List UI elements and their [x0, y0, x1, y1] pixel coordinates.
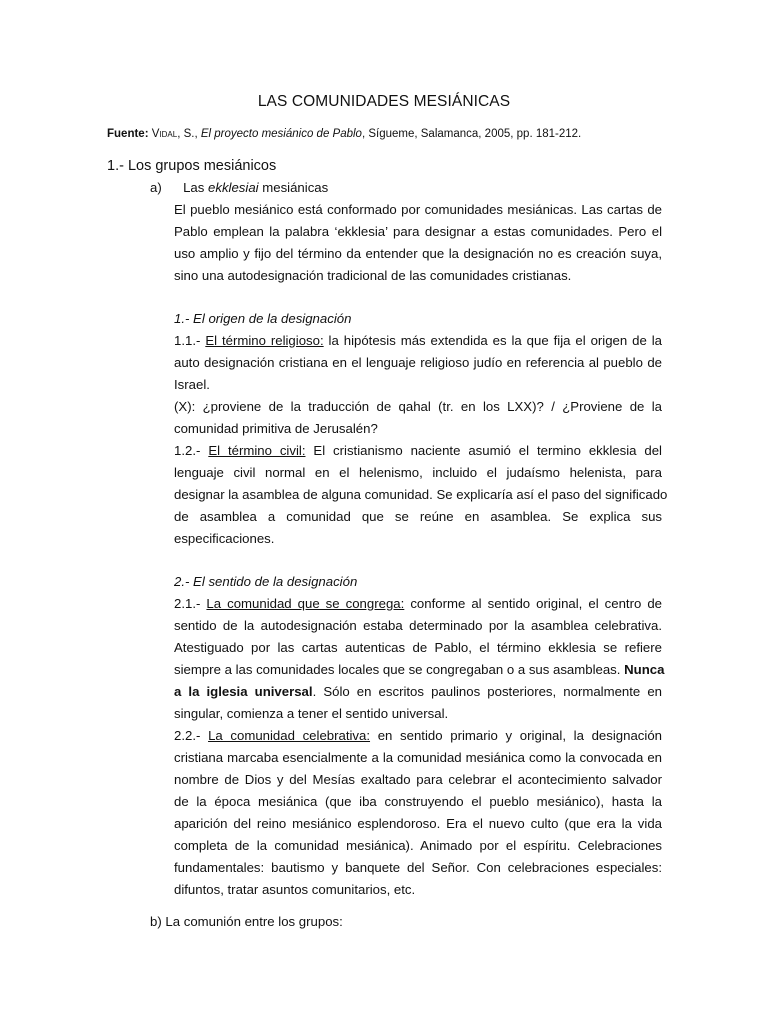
- document-title: LAS COMUNIDADES MESIÁNICAS: [257, 93, 511, 110]
- item-a-heading: [150, 180, 328, 195]
- item-a-title-italic: ekklesiai: [208, 180, 259, 195]
- x-line: (X): ¿proviene de la traducción de qahal (tr. en los LXX)? / ¿Proviene de la: [174, 399, 662, 414]
- source-author: Vidal: [151, 128, 178, 140]
- source-citation: [107, 128, 707, 140]
- p12-line: especificaciones.: [174, 531, 275, 546]
- p21-line: Atestiguado por las cartas autenticas de Pablo, el término ekklesia se refiere: [174, 640, 662, 655]
- p21-line: sentido de la autodesignación estaba determinado por la asamblea celebrativa.: [174, 618, 662, 633]
- p22-line: difuntos, tratar asuntos comunitarios, etc.: [174, 882, 416, 897]
- origin-heading: 1.- El origen de la designación: [174, 311, 352, 326]
- p22-line: completa de la comunidad mesiánica). Animado por el espíritu. Celebraciones: [174, 838, 662, 853]
- item-b-heading: b) La comunión entre los grupos:: [150, 914, 343, 929]
- x-line: comunidad primitiva de Jerusalén?: [174, 421, 378, 436]
- p12-line: de asamblea a comunidad que se reúne en asamblea. Se explica sus: [174, 509, 662, 524]
- p12-line: lenguaje civil normal en el helenismo, incluido el judaísmo helenista, para: [174, 465, 662, 480]
- p21-bold-iglesia: a la iglesia universal: [174, 684, 313, 699]
- p12-label: El término civil:: [208, 443, 306, 458]
- p21-bold-nunca: Nunca: [624, 662, 665, 677]
- intro-line: El pueblo mesiánico está conformado por comunidades mesiánicas. Las cartas de: [174, 202, 662, 217]
- meaning-heading: 2.- El sentido de la designación: [174, 574, 358, 589]
- item-a-marker: a): [150, 180, 162, 195]
- p22-line: aparición del reino mesiánico esplendoroso. Era el nuevo culto (que era la vida: [174, 816, 662, 831]
- source-label: Fuente:: [107, 128, 149, 140]
- intro-line: uso amplio y fijo del término da entender que la designación no es creación suya,: [174, 246, 662, 261]
- p22-line: nombre de Dios y del Mesías exaltado para celebrar el acontecimiento salvador: [174, 772, 662, 787]
- source-author-rest: , S.,: [177, 128, 198, 140]
- p11-line: auto designación cristiana en el lenguaje religioso judío en referencia al pueblo de: [174, 355, 662, 370]
- p21-line: siempre a las comunidades locales que se congregaban o a sus asambleas. Nunca: [174, 662, 665, 677]
- p22-line: 2.2.- La comunidad celebrativa: en sentido primario y original, la designación: [174, 728, 662, 743]
- p12-line: 1.2.- El término civil: El cristianismo naciente asumió el termino ekklesia del: [174, 443, 662, 458]
- p22-line: de la época mesiánica (que iba construyendo el pueblo mesiánico), hasta la: [174, 794, 662, 809]
- intro-line: Pablo emplean la palabra ‘ekklesia’ para designar a estas comunidades. Pero el: [174, 224, 662, 239]
- p21-line: a la iglesia universal. Sólo en escritos paulinos posteriores, normalmente en: [174, 684, 662, 699]
- p12-line: designar la asamblea de alguna comunidad. Se explicaría así el paso del significado: [174, 487, 668, 502]
- meaning-section: [174, 571, 665, 901]
- source-publisher: , Sígueme, Salamanca, 2005, pp. 181-212.: [361, 128, 582, 140]
- item-a-title-pre: Las: [183, 180, 209, 195]
- p21-line: 2.1.- La comunidad que se congrega: conforme al sentido original, el centro de: [174, 596, 662, 611]
- p22-label: La comunidad celebrativa:: [208, 728, 371, 743]
- origin-section: [174, 308, 668, 550]
- p21-line: singular, comienza a tener el sentido universal.: [174, 706, 449, 721]
- intro-line: sino una autodesignación tradicional de las comunidades cristianas.: [174, 268, 572, 283]
- p22-line: cristiana marcaba esencialmente a la comunidad mesiánica como la convocada en: [174, 750, 662, 765]
- p21-label: La comunidad que se congrega:: [206, 596, 405, 611]
- p22-line: fundamentales: bautismo y banquete del Señor. Con celebraciones especiales:: [174, 860, 662, 875]
- source-work-title: El proyecto mesiánico de Pablo: [200, 128, 362, 140]
- p11-line: 1.1.- El término religioso: la hipótesis más extendida es la que fija el origen de la: [174, 333, 662, 348]
- p11-label: El término religioso:: [205, 333, 324, 348]
- intro-paragraph: [174, 199, 662, 287]
- item-a-title-post: mesiánicas: [258, 180, 329, 195]
- p11-line: Israel.: [174, 377, 210, 392]
- section-heading: 1.- Los grupos mesiánicos: [107, 158, 277, 174]
